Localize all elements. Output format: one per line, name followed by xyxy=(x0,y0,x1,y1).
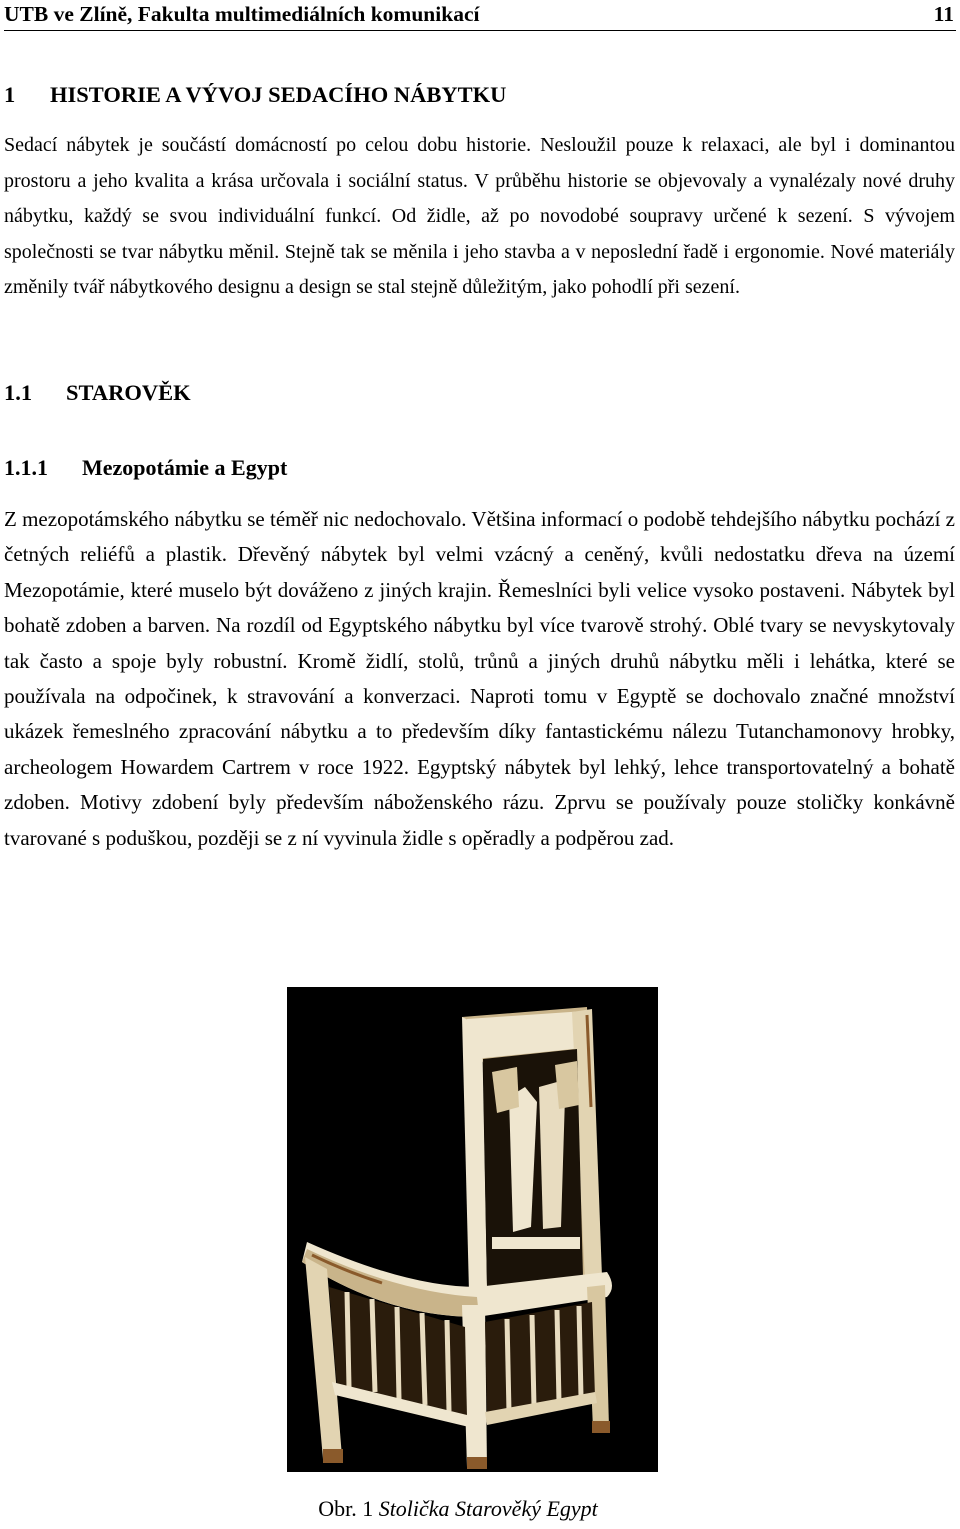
section-number: 1.1 xyxy=(4,380,33,405)
lattice-bar xyxy=(447,1320,449,1411)
lattice-bar xyxy=(532,1315,534,1407)
lattice-bar xyxy=(507,1319,509,1412)
lattice-bar xyxy=(397,1307,399,1399)
section-title: STAROVĚK xyxy=(66,380,191,405)
running-header xyxy=(4,0,956,31)
chair-foot xyxy=(467,1457,487,1469)
page-number: 11 xyxy=(933,2,954,26)
relief-wing-right xyxy=(555,1061,579,1109)
subsection-heading xyxy=(4,455,287,481)
relief-base xyxy=(492,1237,580,1249)
lattice-bar xyxy=(422,1313,425,1405)
chair-foot xyxy=(592,1421,610,1433)
chapter-heading xyxy=(4,82,506,108)
lattice-bar xyxy=(372,1299,375,1392)
lattice-bar xyxy=(557,1310,559,1402)
caption-text: Stolička Starověký Egypt xyxy=(378,1496,598,1521)
lattice-bar xyxy=(347,1292,349,1387)
figure-caption xyxy=(0,1496,916,1522)
chair-foot xyxy=(323,1449,343,1463)
subsection-number: 1.1.1 xyxy=(4,455,48,480)
intro-paragraph: Sedací nábytek je součástí domácností po celou dobu historie. Nesloužil pouze k relaxaci, ale byl i dominantou prostoru a jeho kvalita a krása určovala i sociální status. V průběhu historie se objevovaly a vynalézaly nové druhy nábytku, každý se svou individuální funkcí. Od židle, až po novodobé soupravy určené k sezení. S vývojem společnosti se tvar nábytku měnil. Stejně tak se měnila i jeho stavba a v neposlední řadě i ergonomie. Nové materiály změnily tvář nábytkového designu a design se stal stejně důležitým, jako pohodlí při sezení. xyxy=(4,134,955,299)
chapter-title: HISTORIE A VÝVOJ SEDACÍHO NÁBYTKU xyxy=(50,82,507,107)
caption-prefix: Obr. 1 xyxy=(318,1496,374,1521)
header-title: UTB ve Zlíně, Fakulta multimediálních komunikací xyxy=(4,2,480,26)
body-paragraph: Z mezopotámského nábytku se téměř nic nedochovalo. Většina informací o podobě tehdejšího nábytku pochází z četných reliéfů a plastik. Dřevěný nábytek byl velmi vzácný a ceněný, kvůli nedostatku dřeva na území Mezopotámie, které muselo být dováženo z jiných krajin. Řemeslníci byli velice vysoko postaveni. Nábytek byl bohatě zdoben a barven. Na rozdíl od Egyptského nábytku byl více tvarově strohý. Oblé tvary se nevyskytovaly tak často a spoje byly robustní. Kromě židlí, stolů, trůnů a jiných druhů nábytku měli i lehátka, které se používala na odpočinek, k stravování a konverzaci. Naproti tomu v Egyptě se dochovalo značné množství ukázek řemeslného zpracování nábytku a to především díky fantastickému nálezu Tutanchamonovy hrobky, archeologem Howardem Cartrem v roce 1922. Egyptský nábytek byl lehký, lehce transportovatelný a bohatě zdoben. Motivy zdobení byly především náboženského rázu. Zprvu se používaly pouze stoličky konkávně tvarované s poduškou, později se z ní vyvinula židle s opěradly a podpěrou zad. xyxy=(4,507,955,850)
subsection-title: Mezopotámie a Egypt xyxy=(82,455,288,480)
chapter-number: 1 xyxy=(4,82,16,107)
lattice-bar xyxy=(579,1306,581,1397)
section-heading xyxy=(4,380,191,406)
chair-photo xyxy=(287,987,658,1472)
egyptian-chair-illustration xyxy=(287,987,658,1472)
